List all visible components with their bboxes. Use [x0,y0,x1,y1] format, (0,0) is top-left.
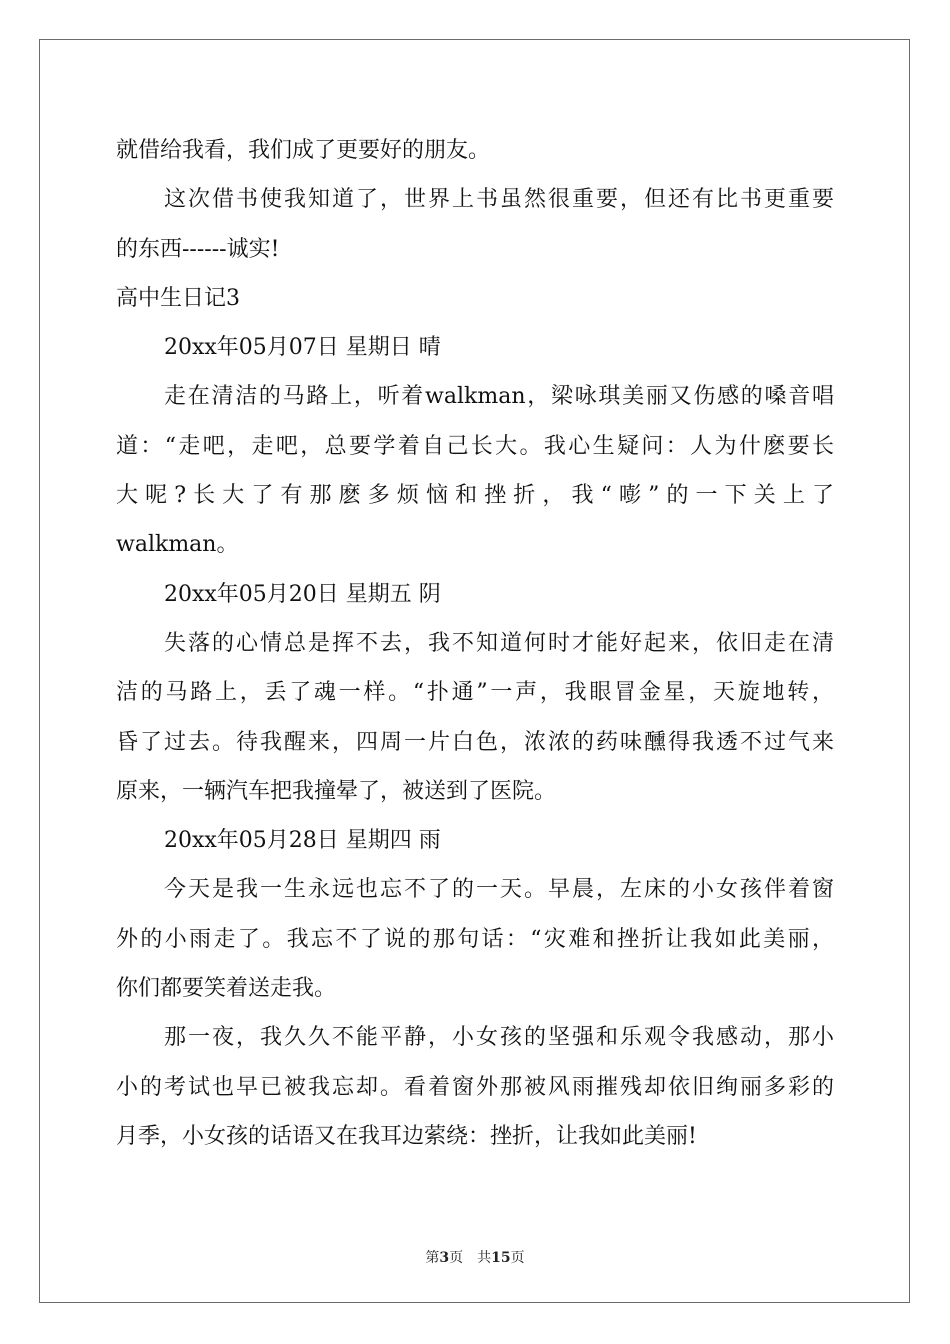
current-page-number: 3 [439,1250,450,1266]
diary-date-line: 20xx年05月07日 星期日 晴 [164,335,441,361]
page-footer [0,1247,950,1267]
diary-date-line: 20xx年05月28日 星期四 雨 [164,828,441,854]
text-line: 失落的心情总是挥不去，我不知道何时才能好起来，依旧走在清 [164,630,834,656]
total-suffix: 页 [510,1250,525,1266]
total-prefix: 共 [477,1250,492,1266]
text-line: 这次借书使我知道了，世界上书虽然很重要，但还有比书更重要 [164,187,834,213]
total-page-count: 15 [491,1250,511,1266]
text-line: 原来，一辆汽车把我撞晕了，被送到了医院。 [116,778,557,804]
text-line: 昏了过去。待我醒来，四周一片白色，浓浓的药味醺得我透不过气来 [116,729,834,755]
text-line: 就借给我看，我们成了更要好的朋友。 [116,138,491,163]
text-line: 大呢?长大了有那麽多烦恼和挫折，我“嘭”的一下关上了 [116,483,834,509]
text-line: walkman。 [116,532,239,558]
text-line: 的东西------诚实! [116,236,280,262]
page-suffix: 页 [449,1250,464,1266]
text-line: 月季，小女孩的话语又在我耳边萦绕：挫折，让我如此美丽! [116,1123,697,1149]
page-prefix: 第 [425,1250,440,1266]
text-line: 道：“走吧，走吧，总要学着自己长大。我心生疑问：人为什麽要长 [116,433,834,459]
section-heading: 高中生日记3 [116,285,240,311]
text-line: 洁的马路上，丢了魂一样。“扑通”一声，我眼冒金星，天旋地转， [116,680,834,706]
text-line: 那一夜，我久久不能平静，小女孩的坚强和乐观令我感动，那小 [164,1025,834,1051]
text-line: 小的考试也早已被我忘却。看着窗外那被风雨摧残却依旧绚丽多彩的 [116,1074,834,1100]
document-body [116,126,834,1161]
diary-date-line: 20xx年05月20日 星期五 阴 [164,581,441,607]
text-line: 走在清洁的马路上，听着walkman，梁咏琪美丽又伤感的嗓音唱 [164,384,834,410]
text-line: 你们都要笑着送走我。 [116,976,337,1002]
text-line: 今天是我一生永远也忘不了的一天。早晨，左床的小女孩伴着窗 [164,877,834,903]
text-line: 外的小雨走了。我忘不了说的那句话：“灾难和挫折让我如此美丽， [116,926,834,952]
